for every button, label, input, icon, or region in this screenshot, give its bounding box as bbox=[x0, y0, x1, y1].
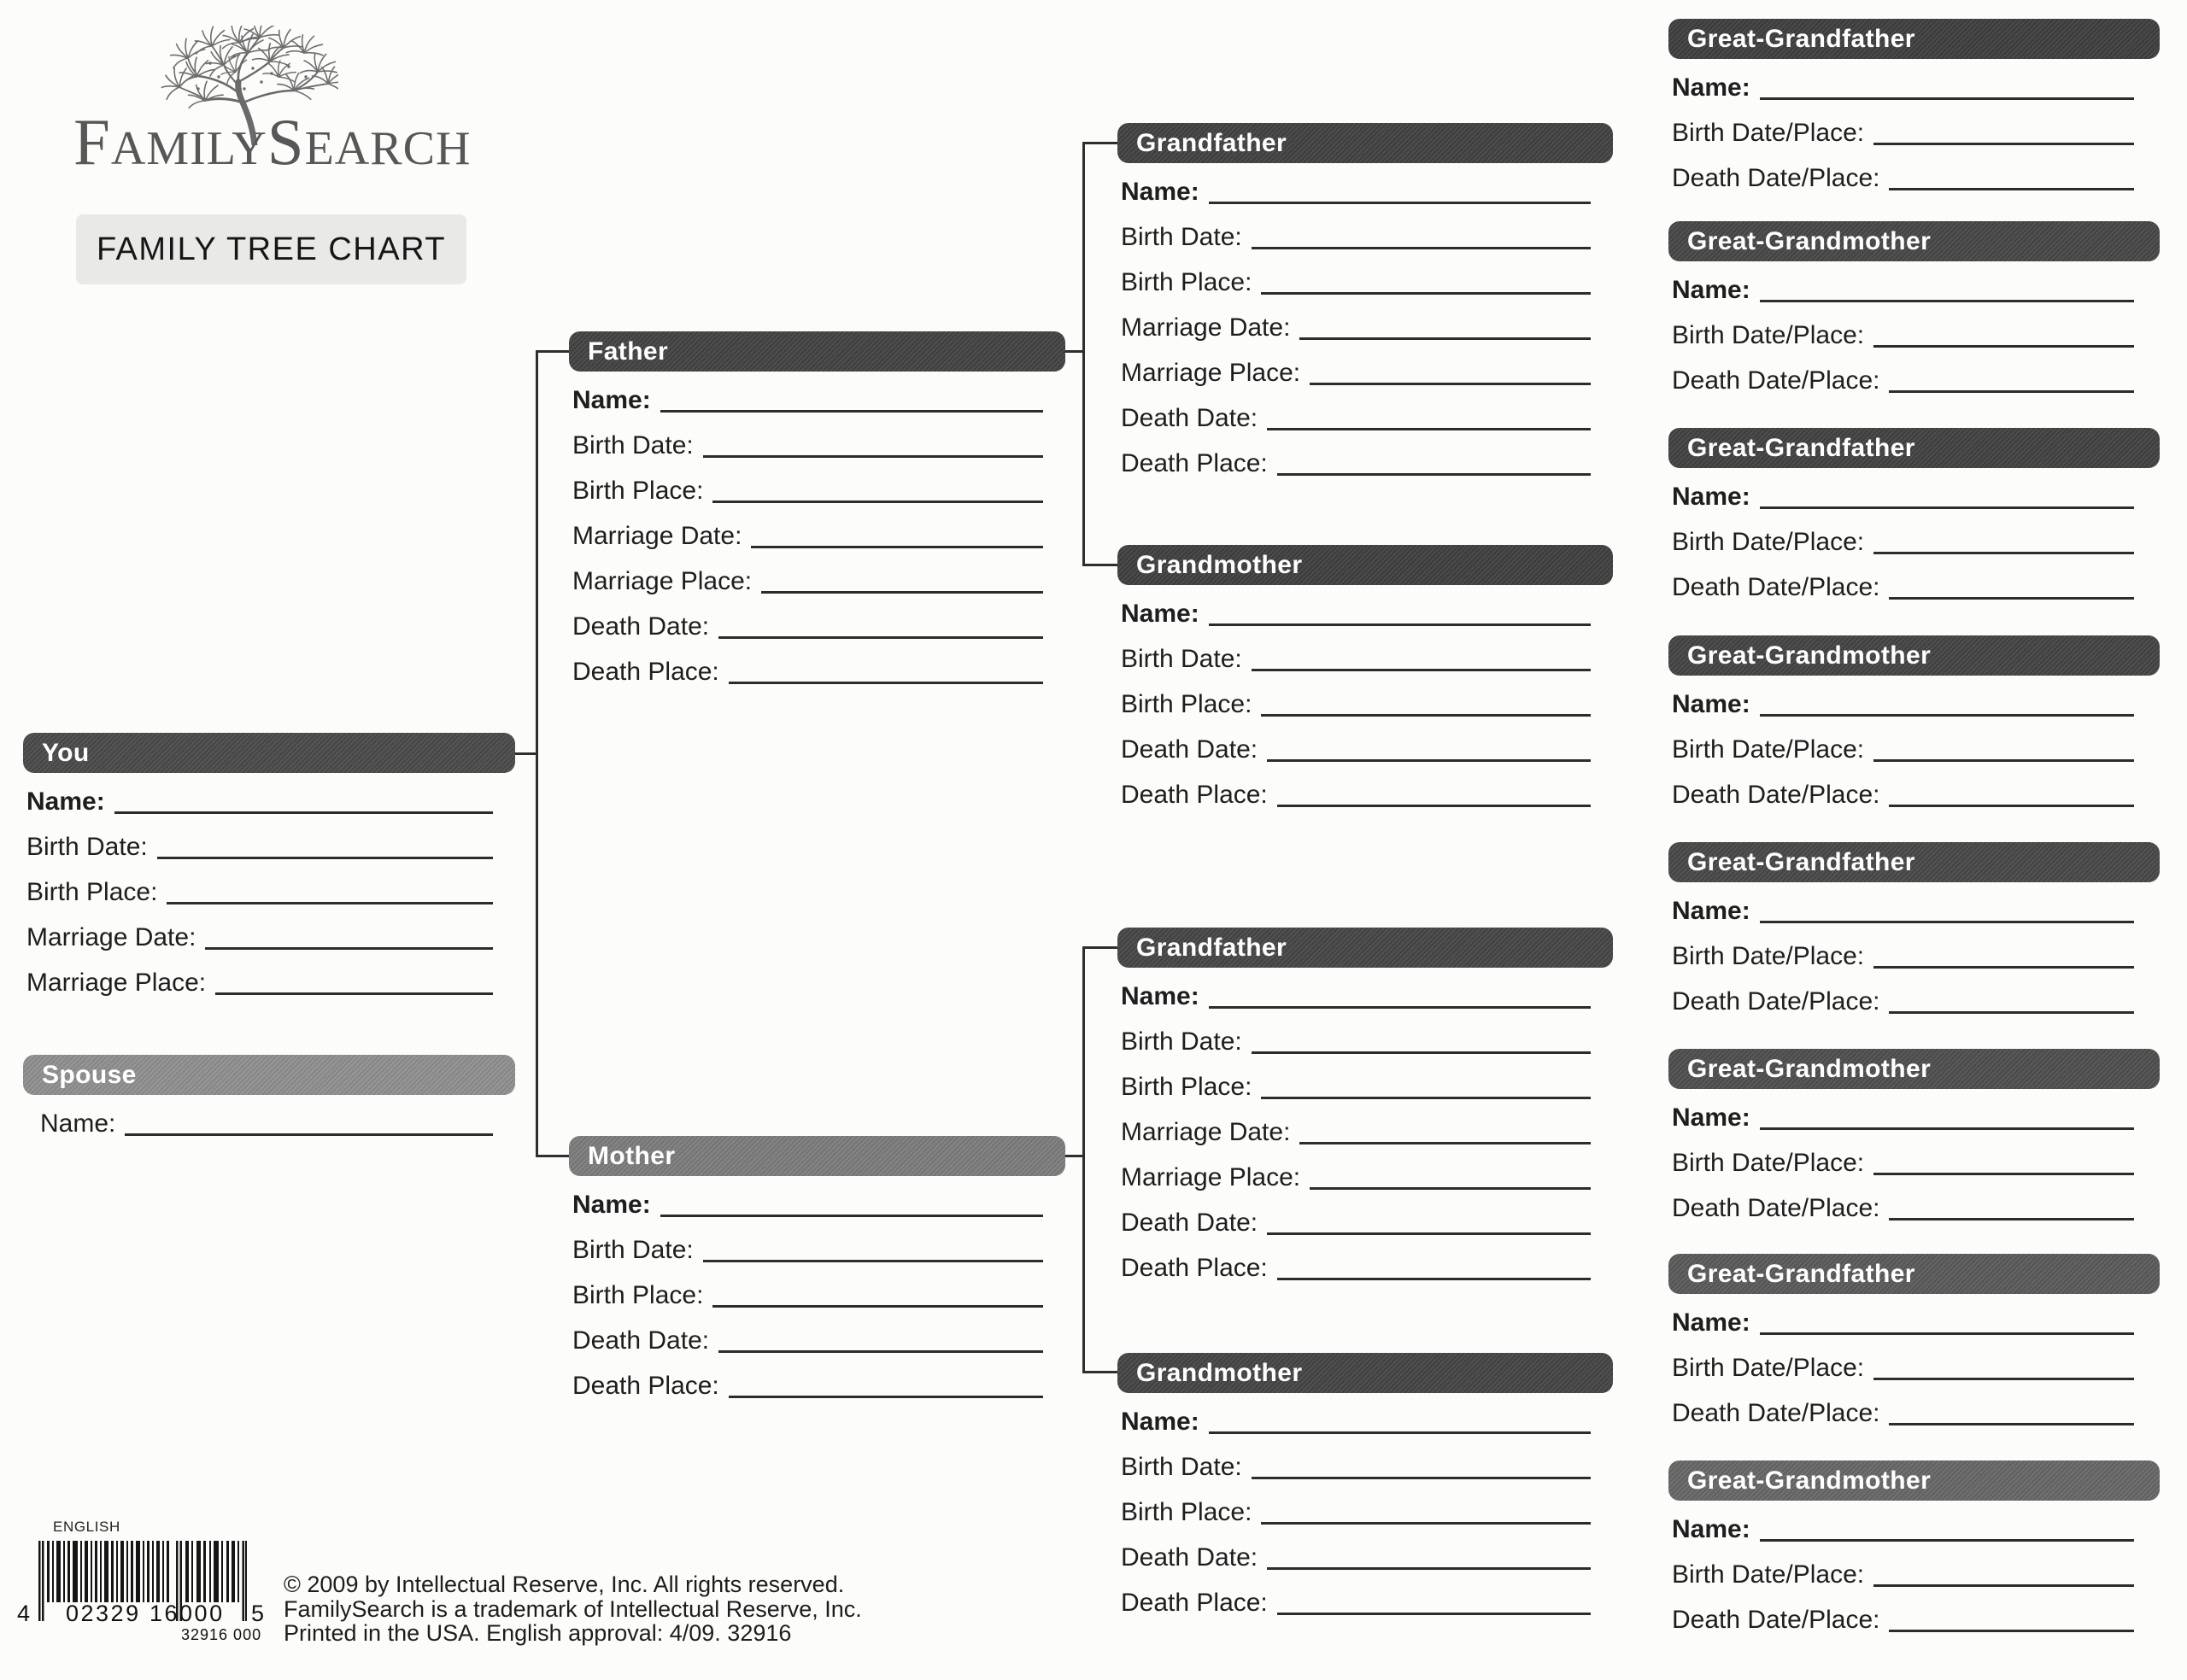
field-label: Name: bbox=[1121, 600, 1199, 628]
person-box-mother bbox=[569, 1136, 1065, 1402]
field-label: Name: bbox=[1121, 982, 1199, 1010]
field-row-death-date-place bbox=[1672, 559, 2134, 604]
field-row-birth-date bbox=[572, 417, 1043, 462]
field-row-death-date-place bbox=[1672, 973, 2134, 1018]
write-in-line bbox=[1873, 345, 2134, 348]
field-row-marriage-place bbox=[572, 553, 1043, 598]
field-row-birth-place bbox=[1121, 1484, 1591, 1529]
field-label: Birth Place: bbox=[26, 878, 158, 906]
field-row-birth-place bbox=[1121, 676, 1591, 721]
write-in-line bbox=[751, 546, 1043, 548]
field-row-name bbox=[1672, 882, 2134, 928]
person-box-great-grandfather-1 bbox=[1668, 19, 2160, 195]
write-in-line bbox=[215, 992, 493, 995]
write-in-line bbox=[1299, 1142, 1591, 1144]
write-in-line bbox=[167, 902, 493, 904]
field-rows bbox=[1117, 163, 1613, 480]
field-row-death-date bbox=[1121, 721, 1591, 766]
connector-father-stub bbox=[537, 350, 569, 353]
field-row-birth-date bbox=[1121, 1013, 1591, 1058]
field-label: Name: bbox=[1672, 483, 1750, 511]
write-in-line bbox=[1760, 1539, 2134, 1542]
field-row-birth-date bbox=[26, 818, 493, 863]
write-in-line bbox=[1760, 97, 2134, 100]
write-in-line bbox=[1873, 966, 2134, 969]
field-row-death-place bbox=[1121, 766, 1591, 811]
connector-grandfather1-stub bbox=[1084, 142, 1117, 144]
header-bar bbox=[1668, 635, 2160, 676]
field-label: Death Date: bbox=[1121, 404, 1258, 432]
connector-grandmother2-stub bbox=[1084, 1371, 1117, 1373]
header-bar bbox=[1668, 1254, 2160, 1294]
write-in-line bbox=[729, 682, 1043, 684]
field-label: Death Date: bbox=[572, 612, 710, 641]
write-in-line bbox=[1252, 1477, 1591, 1479]
field-row-name bbox=[1672, 1501, 2134, 1546]
field-row-birth-place bbox=[572, 462, 1043, 507]
write-in-line bbox=[1889, 1630, 2134, 1632]
write-in-line bbox=[1889, 805, 2134, 807]
field-row-birth-date-place bbox=[1672, 928, 2134, 973]
language-label: ENGLISH bbox=[53, 1519, 120, 1535]
field-label: Death Place: bbox=[1121, 1254, 1268, 1282]
field-row-birth-date-place bbox=[1672, 721, 2134, 766]
field-row-death-date bbox=[572, 598, 1043, 643]
write-in-line bbox=[761, 591, 1043, 594]
field-row-name bbox=[1672, 1089, 2134, 1134]
field-row-marriage-place bbox=[1121, 1149, 1591, 1194]
header-label: Grandmother bbox=[1136, 550, 1303, 579]
write-in-line bbox=[660, 1215, 1043, 1217]
field-label: Death Date/Place: bbox=[1672, 781, 1880, 809]
person-box-great-grandfather-3 bbox=[1668, 842, 2160, 1018]
field-row-birth-place bbox=[1121, 254, 1591, 299]
field-rows bbox=[23, 773, 515, 999]
field-row-birth-date-place bbox=[1672, 513, 2134, 559]
field-row-name bbox=[1121, 585, 1591, 630]
copyright-block bbox=[284, 1572, 862, 1646]
field-row-death-date-place bbox=[1672, 1180, 2134, 1225]
barcode-digit-left: 4 bbox=[17, 1601, 31, 1626]
field-row-name bbox=[1672, 676, 2134, 721]
field-label: Death Date: bbox=[1121, 1543, 1258, 1572]
field-row-death-place bbox=[572, 1357, 1043, 1402]
connector-parents-bracket bbox=[536, 350, 538, 1157]
field-label: Birth Place: bbox=[1121, 1498, 1252, 1526]
write-in-line bbox=[1889, 390, 2134, 393]
header-label: Great-Grandfather bbox=[1687, 24, 1915, 53]
copyright-line: © 2009 by Intellectual Reserve, Inc. All rights reserved. bbox=[284, 1572, 845, 1597]
write-in-line bbox=[1261, 292, 1591, 295]
write-in-line bbox=[1261, 1522, 1591, 1525]
write-in-line bbox=[1299, 337, 1591, 340]
header-label: Great-Grandmother bbox=[1687, 226, 1932, 255]
write-in-line bbox=[1760, 921, 2134, 923]
field-label: Death Date: bbox=[572, 1326, 710, 1355]
write-in-line bbox=[1252, 669, 1591, 671]
field-label: Name: bbox=[1121, 178, 1199, 206]
write-in-line bbox=[729, 1396, 1043, 1398]
header-label: Spouse bbox=[42, 1060, 137, 1089]
field-label: Death Place: bbox=[1121, 1589, 1268, 1617]
write-in-line bbox=[703, 1260, 1043, 1262]
header-bar bbox=[1668, 221, 2160, 261]
field-row-death-date bbox=[1121, 1529, 1591, 1574]
field-label: Death Place: bbox=[1121, 781, 1268, 809]
header-label: Great-Grandmother bbox=[1687, 641, 1932, 670]
wordmark-letters: AMIL bbox=[110, 122, 232, 175]
write-in-line bbox=[1873, 759, 2134, 762]
field-row-marriage-date bbox=[1121, 1103, 1591, 1149]
write-in-line bbox=[718, 636, 1043, 639]
field-row-birth-date-place bbox=[1672, 1134, 2134, 1180]
wordmark-letters: EARCH bbox=[304, 122, 472, 175]
field-row-death-date-place bbox=[1672, 1591, 2134, 1636]
field-row-birth-date-place bbox=[1672, 1546, 2134, 1591]
field-label: Birth Date: bbox=[1121, 1453, 1242, 1481]
write-in-line bbox=[1310, 1187, 1591, 1190]
field-label: Name: bbox=[40, 1109, 116, 1138]
write-in-line bbox=[1267, 428, 1591, 430]
wordmark-letter: S bbox=[267, 105, 305, 179]
write-in-line bbox=[1889, 1218, 2134, 1220]
field-label: Marriage Place: bbox=[572, 567, 753, 595]
person-box-spouse bbox=[23, 1055, 515, 1140]
field-row-birth-date-place bbox=[1672, 104, 2134, 149]
header-bar bbox=[1117, 1353, 1613, 1393]
write-in-line bbox=[1873, 1173, 2134, 1175]
familysearch-wordmark bbox=[73, 105, 472, 179]
field-row-name bbox=[1121, 163, 1591, 208]
field-row-death-place bbox=[1121, 435, 1591, 480]
write-in-line bbox=[1209, 1006, 1591, 1009]
field-row-birth-date bbox=[1121, 208, 1591, 254]
field-label: Birth Date/Place: bbox=[1672, 1560, 1865, 1589]
field-label: Birth Date/Place: bbox=[1672, 1354, 1865, 1382]
field-label: Name: bbox=[1121, 1408, 1199, 1436]
field-row-death-place bbox=[1121, 1239, 1591, 1285]
barcode-group-right: 16000 bbox=[150, 1601, 225, 1626]
field-row-name bbox=[1672, 468, 2134, 513]
field-label: Death Date/Place: bbox=[1672, 1194, 1880, 1222]
header-label: Grandfather bbox=[1136, 933, 1287, 962]
field-label: Name: bbox=[1672, 1308, 1750, 1337]
field-label: Marriage Date: bbox=[572, 522, 742, 550]
field-row-name bbox=[1672, 261, 2134, 307]
field-label: Birth Place: bbox=[572, 1281, 704, 1309]
write-in-line bbox=[1873, 1584, 2134, 1587]
field-label: Birth Date/Place: bbox=[1672, 942, 1865, 970]
field-label: Name: bbox=[1672, 276, 1750, 304]
field-row-birth-date bbox=[572, 1221, 1043, 1267]
barcode-digit-right: 5 bbox=[251, 1601, 265, 1626]
field-rows bbox=[1668, 882, 2160, 1018]
write-in-line bbox=[1209, 202, 1591, 204]
write-in-line bbox=[1760, 1332, 2134, 1335]
field-rows bbox=[569, 1176, 1065, 1402]
person-box-you bbox=[23, 733, 515, 999]
header-bar bbox=[1117, 928, 1613, 968]
field-rows bbox=[1117, 968, 1613, 1285]
person-box-great-grandmother-3 bbox=[1668, 1049, 2160, 1225]
person-box-great-grandfather-2 bbox=[1668, 428, 2160, 604]
header-bar bbox=[1668, 19, 2160, 59]
person-box-great-grandfather-4 bbox=[1668, 1254, 2160, 1430]
header-label: Grandmother bbox=[1136, 1358, 1303, 1387]
field-row-marriage-date bbox=[1121, 299, 1591, 344]
field-rows bbox=[1668, 1501, 2160, 1636]
header-label: Great-Grandfather bbox=[1687, 1259, 1915, 1288]
field-row-name bbox=[26, 773, 493, 818]
person-box-great-grandmother-4 bbox=[1668, 1460, 2160, 1636]
write-in-line bbox=[1252, 247, 1591, 249]
write-in-line bbox=[1760, 714, 2134, 717]
write-in-line bbox=[1277, 1278, 1591, 1280]
write-in-line bbox=[1209, 623, 1591, 626]
field-row-death-date bbox=[1121, 389, 1591, 435]
write-in-line bbox=[703, 455, 1043, 458]
field-row-marriage-date bbox=[26, 909, 493, 954]
write-in-line bbox=[1277, 1613, 1591, 1615]
field-row-death-date-place bbox=[1672, 352, 2134, 397]
field-row-death-place bbox=[1121, 1574, 1591, 1619]
write-in-line bbox=[157, 857, 493, 859]
wordmark-letter: F bbox=[73, 105, 111, 179]
header-label: Great-Grandfather bbox=[1687, 433, 1915, 462]
person-box-grandfather-paternal bbox=[1117, 123, 1613, 480]
field-row-name bbox=[572, 372, 1043, 417]
write-in-line bbox=[712, 500, 1043, 503]
field-row-death-date bbox=[572, 1312, 1043, 1357]
write-in-line bbox=[718, 1350, 1043, 1353]
field-row-birth-date bbox=[1121, 630, 1591, 676]
header-bar bbox=[1117, 123, 1613, 163]
header-bar bbox=[1668, 842, 2160, 882]
copyright-line: Printed in the USA. English approval: 4/09. 32916 bbox=[284, 1620, 792, 1646]
field-row-death-date-place bbox=[1672, 1384, 2134, 1430]
field-label: Death Place: bbox=[1121, 449, 1268, 477]
connector-paternal-grandparents-bracket bbox=[1082, 142, 1085, 566]
field-label: Marriage Place: bbox=[1121, 1163, 1301, 1191]
barcode-print-number: 32916 000 bbox=[181, 1626, 262, 1643]
connector-maternal-grandparents-bracket bbox=[1082, 946, 1085, 1373]
field-row-birth-place bbox=[26, 863, 493, 909]
field-label: Birth Date: bbox=[572, 1236, 694, 1264]
field-label: Marriage Place: bbox=[1121, 359, 1301, 387]
write-in-line bbox=[114, 811, 493, 814]
field-label: Name: bbox=[1672, 690, 1750, 718]
person-box-great-grandmother-1 bbox=[1668, 221, 2160, 397]
field-rows bbox=[1117, 585, 1613, 811]
write-in-line bbox=[1889, 188, 2134, 190]
write-in-line bbox=[1277, 805, 1591, 807]
field-label: Birth Date/Place: bbox=[1672, 528, 1865, 556]
field-label: Birth Date: bbox=[572, 431, 694, 460]
field-row-death-date-place bbox=[1672, 766, 2134, 811]
field-label: Birth Place: bbox=[1121, 690, 1252, 718]
write-in-line bbox=[1889, 1423, 2134, 1425]
field-rows bbox=[1668, 468, 2160, 604]
header-bar bbox=[569, 1136, 1065, 1176]
field-row-birth-place bbox=[1121, 1058, 1591, 1103]
write-in-line bbox=[1873, 552, 2134, 554]
connector-grandmother1-stub bbox=[1084, 564, 1117, 566]
field-row-name bbox=[572, 1176, 1043, 1221]
field-row-name bbox=[1121, 968, 1591, 1013]
field-row-name bbox=[1121, 1393, 1591, 1438]
field-label: Death Date: bbox=[1121, 1209, 1258, 1237]
field-row-death-place bbox=[572, 643, 1043, 688]
connector-grandfather2-stub bbox=[1084, 946, 1117, 949]
write-in-line bbox=[1267, 759, 1591, 762]
page-title: FAMILY TREE CHART bbox=[76, 214, 466, 284]
field-rows bbox=[1668, 59, 2160, 195]
write-in-line bbox=[1760, 506, 2134, 509]
field-row-name bbox=[1672, 59, 2134, 104]
write-in-line bbox=[1252, 1051, 1591, 1054]
field-label: Birth Date/Place: bbox=[1672, 735, 1865, 764]
field-row-marriage-date bbox=[572, 507, 1043, 553]
write-in-line bbox=[1261, 1097, 1591, 1099]
field-label: Death Date/Place: bbox=[1672, 164, 1880, 192]
person-box-grandfather-maternal bbox=[1117, 928, 1613, 1285]
field-rows bbox=[1668, 676, 2160, 811]
header-bar bbox=[569, 331, 1065, 372]
connector-you-stub bbox=[515, 752, 537, 755]
write-in-line bbox=[1760, 1127, 2134, 1130]
person-box-grandmother-paternal bbox=[1117, 545, 1613, 811]
field-label: Death Place: bbox=[572, 658, 719, 686]
connector-father-right-stub bbox=[1065, 350, 1084, 353]
field-label: Birth Date: bbox=[1121, 1027, 1242, 1056]
field-row-birth-date bbox=[1121, 1438, 1591, 1484]
field-label: Birth Place: bbox=[1121, 268, 1252, 296]
field-label: Death Date/Place: bbox=[1672, 366, 1880, 395]
field-label: Death Place: bbox=[572, 1372, 719, 1400]
field-label: Marriage Place: bbox=[26, 969, 207, 997]
field-label: Death Date/Place: bbox=[1672, 573, 1880, 601]
field-label: Birth Place: bbox=[572, 477, 704, 505]
person-box-grandmother-maternal bbox=[1117, 1353, 1613, 1619]
field-label: Birth Date: bbox=[1121, 645, 1242, 673]
field-label: Marriage Date: bbox=[26, 923, 196, 951]
field-label: Marriage Date: bbox=[1121, 1118, 1291, 1146]
field-label: Death Date/Place: bbox=[1672, 1399, 1880, 1427]
header-label: Grandfather bbox=[1136, 128, 1287, 157]
copyright-line: FamilySearch is a trademark of Intellectual Reserve, Inc. bbox=[284, 1595, 862, 1622]
connector-mother-stub bbox=[537, 1155, 569, 1157]
field-rows bbox=[569, 372, 1065, 688]
field-rows bbox=[1668, 261, 2160, 397]
field-label: Name: bbox=[572, 1191, 651, 1219]
write-in-line bbox=[1873, 143, 2134, 145]
wordmark-tree-letter: Y bbox=[232, 122, 267, 175]
field-row-marriage-place bbox=[26, 954, 493, 999]
header-label: Great-Grandmother bbox=[1687, 1054, 1932, 1083]
field-row-birth-date-place bbox=[1672, 307, 2134, 352]
connector-mother-right-stub bbox=[1065, 1155, 1084, 1157]
write-in-line bbox=[1209, 1431, 1591, 1434]
write-in-line bbox=[205, 947, 493, 950]
write-in-line bbox=[712, 1305, 1043, 1308]
write-in-line bbox=[1889, 1011, 2134, 1014]
field-label: Birth Place: bbox=[1121, 1073, 1252, 1101]
header-bar bbox=[1668, 428, 2160, 468]
header-bar bbox=[1117, 545, 1613, 585]
person-box-great-grandmother-2 bbox=[1668, 635, 2160, 811]
field-label: Birth Date/Place: bbox=[1672, 119, 1865, 147]
write-in-line bbox=[1261, 714, 1591, 717]
field-label: Name: bbox=[1672, 897, 1750, 925]
header-bar bbox=[23, 733, 515, 773]
field-label: Death Date/Place: bbox=[1672, 1606, 1880, 1634]
field-label: Birth Date: bbox=[1121, 223, 1242, 251]
field-label: Marriage Date: bbox=[1121, 313, 1291, 342]
write-in-line bbox=[1310, 383, 1591, 385]
header-bar bbox=[1668, 1460, 2160, 1501]
field-label: Name: bbox=[1672, 1515, 1750, 1543]
write-in-line bbox=[1267, 1232, 1591, 1235]
field-label: Death Date: bbox=[1121, 735, 1258, 764]
field-row-marriage-place bbox=[1121, 344, 1591, 389]
write-in-line bbox=[660, 410, 1043, 413]
field-label: Name: bbox=[572, 386, 651, 414]
write-in-line bbox=[1889, 597, 2134, 600]
field-label: Birth Date: bbox=[26, 833, 148, 861]
field-row-birth-place bbox=[572, 1267, 1043, 1312]
header-bar bbox=[1668, 1049, 2160, 1089]
field-label: Name: bbox=[26, 787, 105, 816]
barcode-group-left: 02329 bbox=[66, 1601, 141, 1626]
header-label: Great-Grandfather bbox=[1687, 847, 1915, 876]
field-label: Birth Date/Place: bbox=[1672, 321, 1865, 349]
field-row-death-date bbox=[1121, 1194, 1591, 1239]
field-rows bbox=[1117, 1393, 1613, 1619]
header-label: Father bbox=[588, 337, 669, 366]
field-row-name bbox=[1672, 1294, 2134, 1339]
field-rows bbox=[23, 1095, 515, 1140]
write-in-line bbox=[1873, 1378, 2134, 1380]
field-label: Name: bbox=[1672, 1103, 1750, 1132]
header-label: You bbox=[42, 738, 90, 767]
write-in-line bbox=[125, 1133, 493, 1136]
write-in-line bbox=[1267, 1567, 1591, 1570]
field-row-death-date-place bbox=[1672, 149, 2134, 195]
field-label: Birth Date/Place: bbox=[1672, 1149, 1865, 1177]
field-rows bbox=[1668, 1089, 2160, 1225]
write-in-line bbox=[1277, 473, 1591, 476]
header-label: Great-Grandmother bbox=[1687, 1466, 1932, 1495]
field-label: Name: bbox=[1672, 73, 1750, 102]
person-box-father bbox=[569, 331, 1065, 688]
field-rows bbox=[1668, 1294, 2160, 1430]
field-row-name bbox=[40, 1095, 493, 1140]
field-row-birth-date-place bbox=[1672, 1339, 2134, 1384]
write-in-line bbox=[1760, 300, 2134, 302]
field-label: Death Date/Place: bbox=[1672, 987, 1880, 1016]
header-bar bbox=[23, 1055, 515, 1095]
header-label: Mother bbox=[588, 1141, 676, 1170]
